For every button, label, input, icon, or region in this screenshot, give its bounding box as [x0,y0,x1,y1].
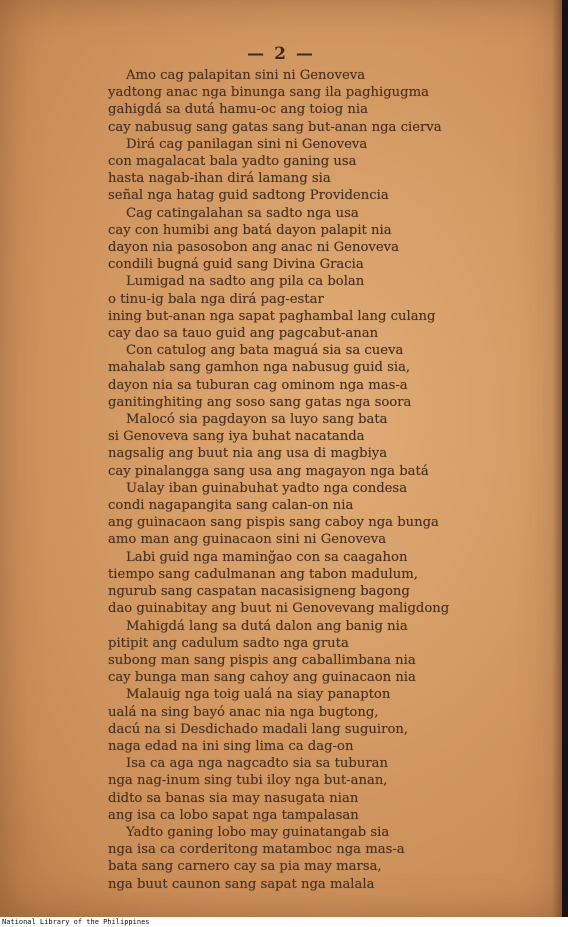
text-line: Mahigdá lang sa dutá dalon ang banig nia [126,618,408,634]
text-line: Labi guid nga maminğao con sa caagahon [126,549,408,565]
poem-text [108,67,548,893]
text-line: tiempo sang cadulmanan ang tabon madulum, [108,566,418,582]
text-line: cay bunga man sang cahoy ang guinacaon nia [108,670,416,686]
text-line: cay dao sa tauo guid ang pagcabut-anan [108,326,379,342]
text-line: subong man sang pispis ang caballimbana nia [108,652,416,668]
text-line: Malocó sia pagdayon sa luyo sang bata [126,412,388,428]
text-line: si Genoveva sang iya buhat nacatanda [108,429,365,445]
text-line: señal nga hatag guid sadtong Providencia [108,188,389,204]
text-line: cay pinalangga sang usa ang magayon nga batá [108,463,429,479]
text-line: dayon nia pasosobon ang anac ni Genoveva [108,240,399,256]
text-line: condili bugná guid sang Divina Gracia [108,257,364,273]
text-line: ining but-anan nga sapat paghambal lang culang [108,308,436,324]
text-line: Con catulog ang bata maguá sia sa cueva [126,343,404,359]
footer-credit: National Library of the Philippines [2,918,150,926]
text-line: mahalab sang gamhon nga nabusug guid sia, [108,360,411,376]
text-line: naga edad na ini sing lima ca dag-on [108,738,354,754]
text-line: nga isa ca corderitong matamboc nga mas-a [108,842,405,858]
text-line: Lumigad na sadto ang pila ca bolan [126,274,365,290]
text-line: Ualay iban guinabuhat yadto nga condesa [126,480,408,496]
text-line: dayon nia sa tuburan cag ominom nga mas-a [108,377,408,393]
text-line: Yadto ganing lobo may guinatangab sia [126,824,390,840]
text-line: bata sang carnero cay sa pia may marsa, [108,859,382,875]
text-line: didto sa banas sia may nasugata nian [108,790,359,806]
text-line: dao guinabitay ang buut ni Genovevang maligdong [108,601,450,617]
footer-strip [0,917,568,927]
text-line: ngurub sang caspatan nacasisigneng bagong [108,584,410,600]
text-line: o tinu-ig bala nga dirá pag-estar [108,291,324,307]
text-line: ualá na sing bayó anac nia nga bugtong, [108,704,379,720]
text-line: yadtong anac nga binunga sang ila paghigugma [108,85,429,101]
text-line: Isa ca aga nga nagcadto sia sa tuburan [126,756,388,772]
text-line: gahigdá sa dutá hamu-oc ang toiog nia [108,102,368,118]
text-line: nagsalig ang buut nia ang usa di magbiya [108,446,388,462]
text-line: cay con humibi ang batá dayon palapit nia [108,222,392,238]
text-line: hasta nagab-ihan dirá lamang sia [108,171,331,187]
text-line: cay nabusug sang gatas sang but-anan nga cierva [108,119,442,135]
text-line: con magalacat bala yadto ganing usa [108,154,357,170]
text-line: Amo cag palapitan sini ni Genoveva [126,68,366,83]
text-line: dacú na si Desdichado madali lang suguiron, [108,721,409,737]
text-line: condi nagapangita sang calan-on nia [108,498,354,514]
text-line: Dirá cag panilagan sini ni Genoveva [126,136,368,152]
text-line: nga nag-inum sing tubi iloy nga but-anan, [108,773,388,789]
text-line: pitipit ang cadulum sadto nga gruta [108,635,349,651]
text-line: Malauig nga toig ualá na siay panapton [126,687,391,703]
text-line: ang isa ca lobo sapat nga tampalasan [108,807,359,823]
text-line: ang guinacaon sang pispis sang caboy nga bunga [108,515,439,531]
text-line: ganitinghiting ang soso sang gatas nga soora [108,394,412,410]
text-line: nga buut caunon sang sapat nga malala [108,876,375,892]
text-line: amo man ang guinacaon sini ni Genoveva [108,532,387,548]
page-number: — 2 — [247,44,315,64]
text-line: Cag catingalahan sa sadto nga usa [126,205,359,221]
